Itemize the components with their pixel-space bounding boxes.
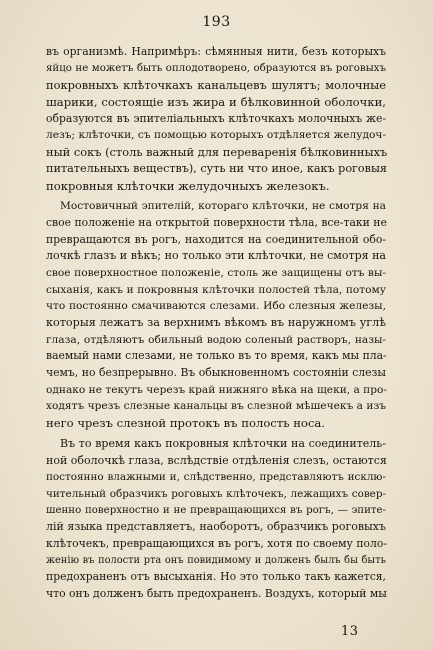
- text-line: чительный образчикъ роговыхъ клѣточекъ, лежащихъ совер-: [46, 487, 386, 500]
- text-line: свое положеніе на открытой поверхности тѣла, все-таки не: [46, 215, 387, 229]
- text-line: ваемый нами слезами, не только въ то время, какъ мы пла-: [46, 349, 387, 363]
- text-line: чемъ, но безпрерывно. Въ обыкновенномъ состояніи слезы: [46, 366, 386, 380]
- text-line: въ организмѣ. Напримѣръ: сѣмянныя нити, безъ которыхъ: [46, 45, 386, 58]
- text-line: свое поверхностное положеніе, столь же защищены отъ вы-: [46, 266, 386, 279]
- text-line: покровныхъ клѣточкахъ канальцевъ шулятъ; молочные: [46, 78, 386, 93]
- text-line: ной оболочкѣ глаза, вслѣдствіе отдѣленія слезъ, остаются: [46, 453, 387, 467]
- text-line: Мостовичный эпителій, котораго клѣточки, не смотря на: [60, 200, 386, 213]
- text-line: образуются въ эпителіальныхъ клѣточкахъ молочныхъ же-: [46, 111, 386, 125]
- paragraph-2: [46, 198, 386, 432]
- text-line: женію въ полости рта онъ повидимому и долженъ былъ бы быть: [46, 554, 386, 566]
- text-line: шенно поверхностно и не превращающихся въ рогъ, — эпите-: [46, 504, 386, 516]
- text-line: предохраненъ отъ высыханія. Но это только такъ кажется,: [46, 570, 386, 584]
- text-line: клѣточекъ, превращающихся въ рогъ, хотя по своему поло-: [46, 536, 388, 550]
- text-line: превращаются въ рогъ, находится на соединительной обо-: [46, 232, 386, 246]
- text-line: лезъ; клѣточки, съ помощью которыхъ отдѣляется желудоч-: [46, 129, 386, 142]
- text-line: ный сокъ (столь важный для переваренія бѣлковинныхъ: [46, 145, 388, 160]
- body-text: [46, 44, 386, 603]
- text-line: Въ то время какъ покровныя клѣточки на соединитель-: [60, 436, 386, 450]
- text-line: которыя лежатъ за верхнимъ вѣкомъ въ наружномъ углѣ: [46, 316, 386, 329]
- text-line: сыханія, какъ и покровныя клѣточки полостей тѣла, потому: [46, 283, 386, 296]
- paragraph-3: [46, 436, 386, 603]
- text-line: покровныя клѣточки желудочныхъ железокъ.: [46, 178, 330, 193]
- text-line: что постоянно смачиваются слезами. Ибо слезныя железы,: [46, 300, 386, 313]
- text-line: глаза, отдѣляютъ обильный водою соленый растворъ, назы-: [46, 333, 386, 346]
- text-line: лій языка представляетъ, наоборотъ, образчикъ роговыхъ: [46, 520, 386, 534]
- text-line: яйцо не можетъ быть оплодотворено, образуются въ роговыхъ: [46, 62, 386, 74]
- page-number: 193: [202, 14, 231, 30]
- text-line: однако не текутъ черезъ край нижняго вѣка на щеки, а про-: [46, 383, 387, 396]
- text-line: лочкѣ глазъ и вѣкъ; но только эти клѣточки, не смотря на: [46, 249, 386, 263]
- text-line: что онъ долженъ быть предохраненъ. Воздухъ, который мы: [46, 587, 387, 600]
- text-line: шарики, состоящіе изъ жира и бѣлковинной оболочки,: [46, 95, 386, 110]
- text-line: постоянно влажными и, слѣдственно, представляютъ исклю-: [46, 471, 386, 484]
- text-line: ходятъ чрезъ слезные канальцы въ слезной мѣшечекъ а изъ: [46, 400, 386, 413]
- text-line: питательныхъ веществъ), суть ни что иное, какъ роговыя: [46, 161, 387, 175]
- text-line: него чрезъ слезной протокъ въ полость носа.: [46, 416, 325, 431]
- paragraph-1: [46, 44, 386, 194]
- signature-mark: 13: [341, 624, 359, 639]
